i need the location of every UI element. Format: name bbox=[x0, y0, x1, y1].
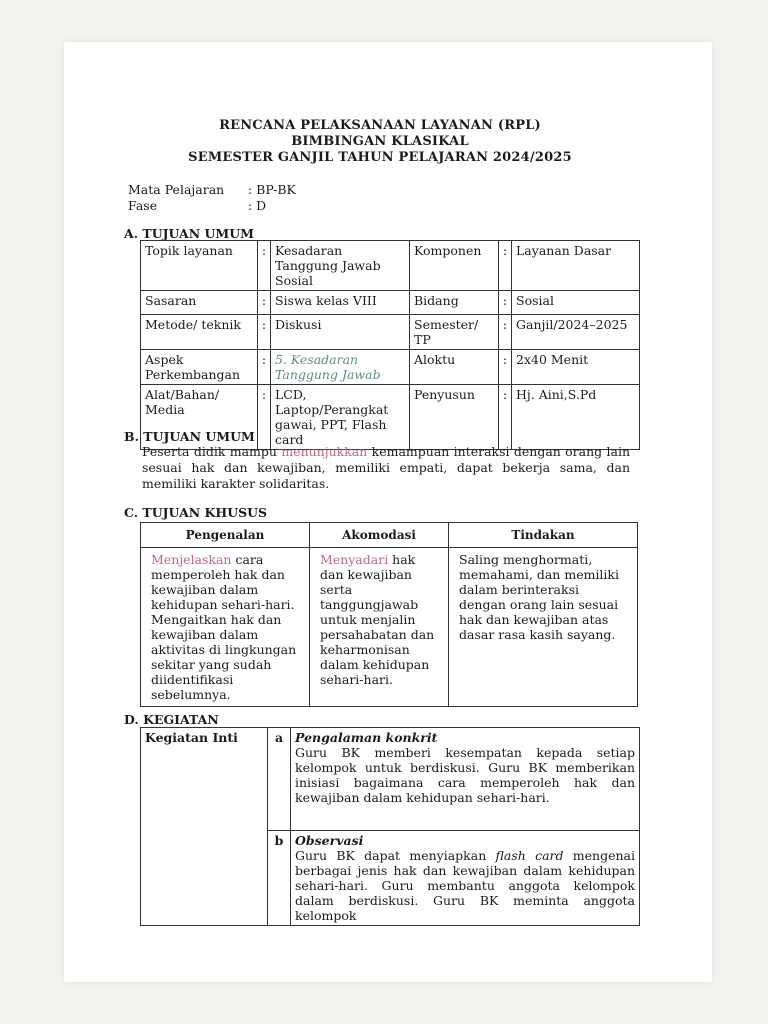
activity-text: Guru BK dapat menyiapkan flash card mengenai berbagai jenis hak dan kewajiban dalam kehidupan sehari-hari. Guru membantu anggota kelompok dalam berdiskusi. Guru BK meminta anggota kelompok bbox=[295, 848, 635, 923]
meta-block bbox=[128, 182, 296, 214]
section-d-title: D. KEGIATAN bbox=[124, 712, 219, 727]
section-b-title: B. TUJUAN UMUM bbox=[124, 429, 255, 444]
section-c-title: C. TUJUAN KHUSUS bbox=[124, 505, 268, 520]
activity-subtitle: Pengalaman konkrit bbox=[295, 730, 438, 745]
title-line-2: BIMBINGAN KLASIKAL bbox=[291, 134, 469, 149]
section-a-title: A. TUJUAN UMUM bbox=[124, 226, 254, 241]
doc-title bbox=[120, 118, 640, 166]
table-row: Menjelaskan cara memperoleh hak dan kewajiban dalam kehidupan sehari-hari. Mengaitkan hak dan kewajiban dalam aktivitas di lingkungan sekitar yang sudah diidentifikasi sebelumnya. Menyadari hak dan kewajiban serta tanggungjawab untuk menjalin persahabatan dan keharmonisan dalam kehidupan sehari-hari. Saling menghormati, memahami, dan memiliki dalam berinteraksi dengan orang lain sesuai hak dan kewajiban atas dasar rasa kasih sayang. bbox=[141, 548, 638, 707]
title-line-3: SEMESTER GANJIL TAHUN PELAJARAN 2024/2025 bbox=[188, 150, 572, 165]
table-header-row: Pengenalan Akomodasi Tindakan bbox=[141, 523, 638, 548]
section-b-text: Peserta didik mampu menunjukkan kemampuan interaksi dengan orang lain sesuai hak dan kewajiban, memiliki empati, dapat bekerja sama, dan memiliki karakter solidaritas. bbox=[142, 444, 630, 491]
general-info-table bbox=[140, 240, 640, 450]
table-row: Aspek Perkembangan : 5. Kesadaran Tanggung Jawab Aloktu : 2x40 Menit bbox=[141, 350, 640, 385]
table-row: Kegiatan Inti a Pengalaman konkrit Guru BK memberi kesempatan kepada setiap kelompok untuk berdiskusi. Guru BK memberikan inisiasi bagaimana cara memperoleh hak dan kewajiban dalam kehidupan sehari-hari. bbox=[141, 728, 640, 831]
table-row: Alat/Bahan/ Media : LCD, Laptop/Perangkat gawai, PPT, Flash card Penyusun : Hj. Aini,S.Pd bbox=[141, 385, 640, 450]
meta-row: Fase : D bbox=[128, 198, 267, 213]
table-row: Metode/ teknik : Diskusi Semester/ TP : Ganjil/2024–2025 bbox=[141, 315, 640, 350]
specific-goals-table bbox=[140, 522, 638, 707]
table-row: Sasaran : Siswa kelas VIII Bidang : Sosial bbox=[141, 291, 640, 315]
activity-text: Guru BK memberi kesempatan kepada setiap kelompok untuk berdiskusi. Guru BK memberikan inisiasi bagaimana cara memperoleh hak dan kewajiban dalam kehidupan sehari-hari. bbox=[295, 745, 635, 805]
activity-subtitle: Observasi bbox=[295, 833, 364, 848]
table-row: b Observasi Guru BK dapat menyiapkan flash card mengenai berbagai jenis hak dan kewajiban dalam kehidupan sehari-hari. Guru membantu anggota kelompok dalam berdiskusi. Guru BK meminta anggota kelompok bbox=[141, 831, 640, 926]
table-row: Topik layanan : Kesadaran Tanggung Jawab Sosial Komponen : Layanan Dasar bbox=[141, 241, 640, 291]
title-line-1: RENCANA PELAKSANAAN LAYANAN (RPL) bbox=[219, 118, 541, 133]
activities-table bbox=[140, 727, 640, 926]
meta-row: Mata Pelajaran : BP-BK bbox=[128, 182, 296, 197]
